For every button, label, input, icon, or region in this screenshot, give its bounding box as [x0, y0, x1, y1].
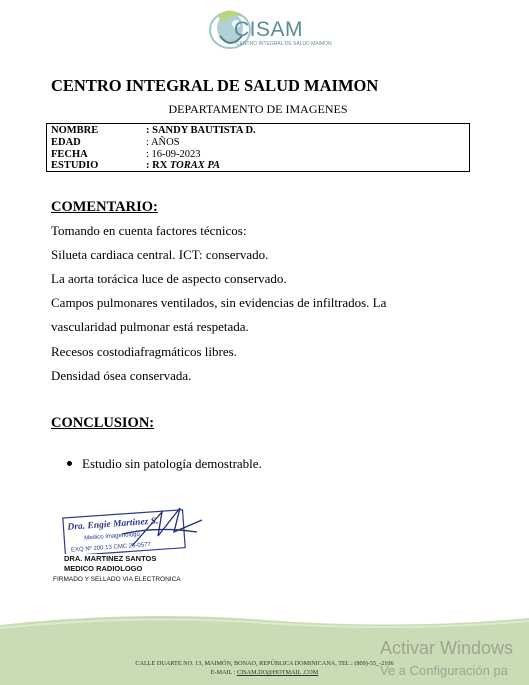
stamp-exq: EXQ Nº 200 13 CMC 25-0577: [70, 542, 152, 554]
logo-name: CISAM: [234, 18, 304, 41]
comment-line: Silueta cardiaca central. ICT: conservado.: [51, 247, 269, 262]
age-value: : AÑOS: [146, 137, 180, 148]
activation-watermark-subtitle: Ve a Configuración pa: [380, 663, 508, 678]
email-prefix: E-MAIL :: [210, 669, 237, 676]
department-title: DEPARTAMENTO DE IMAGENES: [168, 102, 348, 116]
doctor-stamp: [62, 506, 207, 554]
comment-line: Recesos costodiafragmáticos libres.: [51, 344, 237, 359]
conclusion-heading: CONCLUSION:: [51, 415, 155, 431]
stamp-name: Dra. Engie Martinez S.: [67, 516, 159, 533]
activation-watermark-title: Activar Windows: [380, 638, 514, 658]
email-link[interactable]: CISAM.DO@HOTMAIL .COM: [236, 669, 319, 676]
date-label: FECHA: [51, 149, 88, 160]
date-value: : 16-09-2023: [146, 149, 201, 160]
comment-line: vascularidad pulmonar está respetada.: [51, 319, 249, 334]
comment-line: Tomando en cuenta factores técnicos:: [51, 223, 247, 238]
stamp-title: Medico Imagenologo: [84, 531, 141, 542]
comment-line: Densidad ósea conservada.: [51, 368, 192, 383]
document-title: CENTRO INTEGRAL DE SALUD MAIMON: [51, 76, 379, 95]
bullet-icon: [67, 461, 72, 466]
age-label: EDAD: [51, 137, 81, 148]
footer-address: CALLE DUARTE NO. 13, MAIMÓN, BONAO, REPÚBLICA DOMINICANA, TEL.: (809)-55_-2106: [135, 660, 394, 667]
study-label: ESTUDIO: [51, 160, 99, 171]
electronic-signature-note: FIRMADO Y SELLADO VIA ELECTRONICA: [53, 576, 181, 583]
study-prefix: : RX: [146, 160, 170, 171]
name-value: : SANDY BAUTISTA D.: [146, 125, 256, 136]
comment-line: Campos pulmonares ventilados, sin evidencias de infiltrados. La: [51, 295, 387, 310]
name-label: NOMBRE: [51, 125, 99, 136]
patient-info-box: [46, 123, 470, 172]
study-value: TORAX PA: [169, 160, 221, 171]
logo-subtitle: CENTRO INTEGRAL DE SALUD MAIMON: [236, 41, 332, 47]
doctor-name: DRA. MARTINEZ SANTOS: [64, 554, 157, 563]
comment-heading: COMENTARIO:: [51, 199, 158, 215]
study-value-wrap: [146, 160, 220, 172]
comment-line: La aorta torácica luce de aspecto conservado.: [51, 271, 287, 286]
doctor-title: MEDICO RADIOLOGO: [64, 564, 143, 573]
conclusion-item: Estudio sin patología demostrable.: [82, 456, 262, 471]
